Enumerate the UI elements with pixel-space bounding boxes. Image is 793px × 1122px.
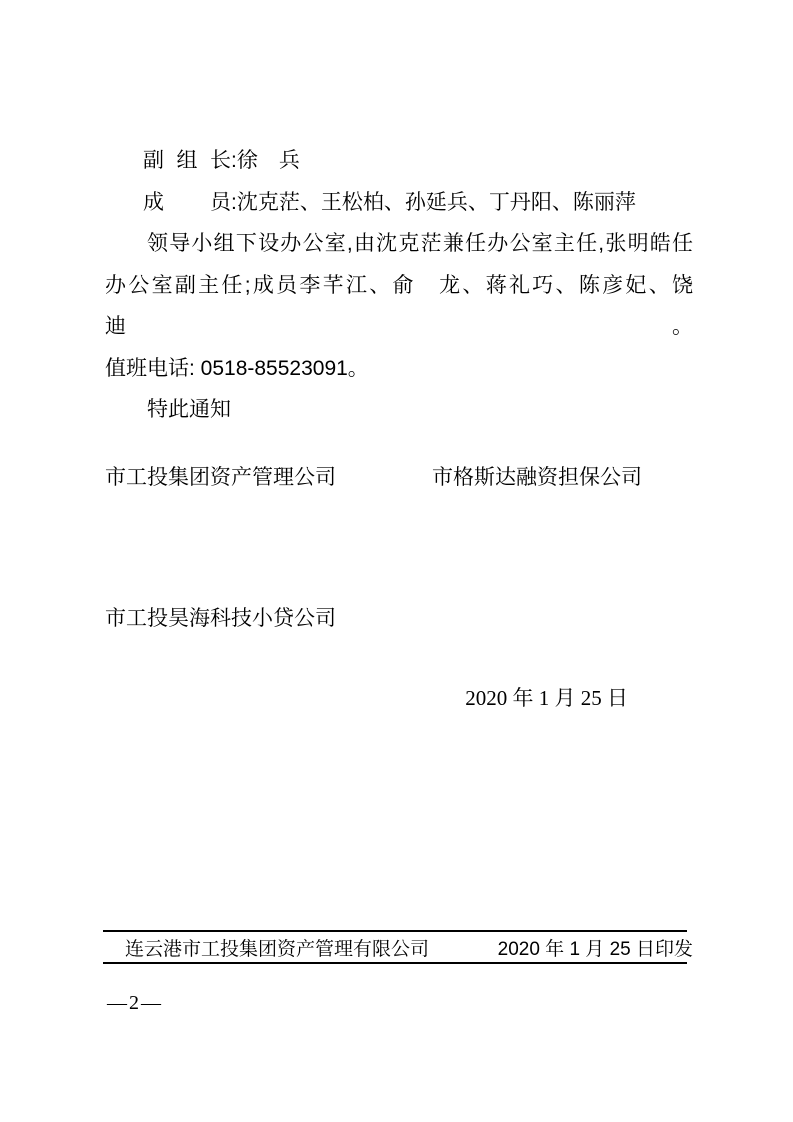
- footer-issuer: 连云港市工投集团资产管理有限公司: [125, 938, 430, 960]
- roster-value: 沈克茫、王松柏、孙延兵、丁丹阳、陈丽萍: [236, 190, 636, 214]
- document-footer: [103, 930, 693, 964]
- roster-colon: :: [231, 149, 237, 172]
- body-text-block: [105, 140, 714, 431]
- footer-text-row: [103, 932, 693, 962]
- signature-row-1: [105, 457, 693, 499]
- paragraph-line-phone: 值班电话: 0518-85523091。: [105, 356, 369, 380]
- paragraph-line-1: 领导小组下设办公室,由沈克茫兼任办公室主任,张明皓任: [147, 232, 693, 255]
- page-number: —2—: [107, 992, 163, 1014]
- roster-label: 成员: [143, 190, 231, 214]
- signature-date: 2020 年 1 月 25 日: [465, 686, 628, 710]
- roster-value: 徐 兵: [236, 149, 300, 172]
- roster-line-members: [105, 182, 693, 224]
- signature-org-microloan: 市工投昊海科技小贷公司: [105, 607, 336, 630]
- roster-label: 副组长: [143, 149, 231, 172]
- footer-print-date: 2020 年 1 月 25 日印发: [497, 938, 693, 960]
- roster-colon: :: [231, 190, 237, 214]
- paragraph-line-2: 办公室副主任;成员李芊江、俞 龙、蒋礼巧、陈彦妃、饶 迪。: [105, 273, 714, 338]
- signature-org-guarantee: 市格斯达融资担保公司: [432, 466, 642, 489]
- signature-org-asset-management: 市工投集团资产管理公司: [105, 466, 336, 489]
- roster-line-deputy-leader: [105, 140, 693, 182]
- closing-statement: 特此通知: [147, 398, 231, 421]
- footer-rule-bottom: [103, 962, 687, 964]
